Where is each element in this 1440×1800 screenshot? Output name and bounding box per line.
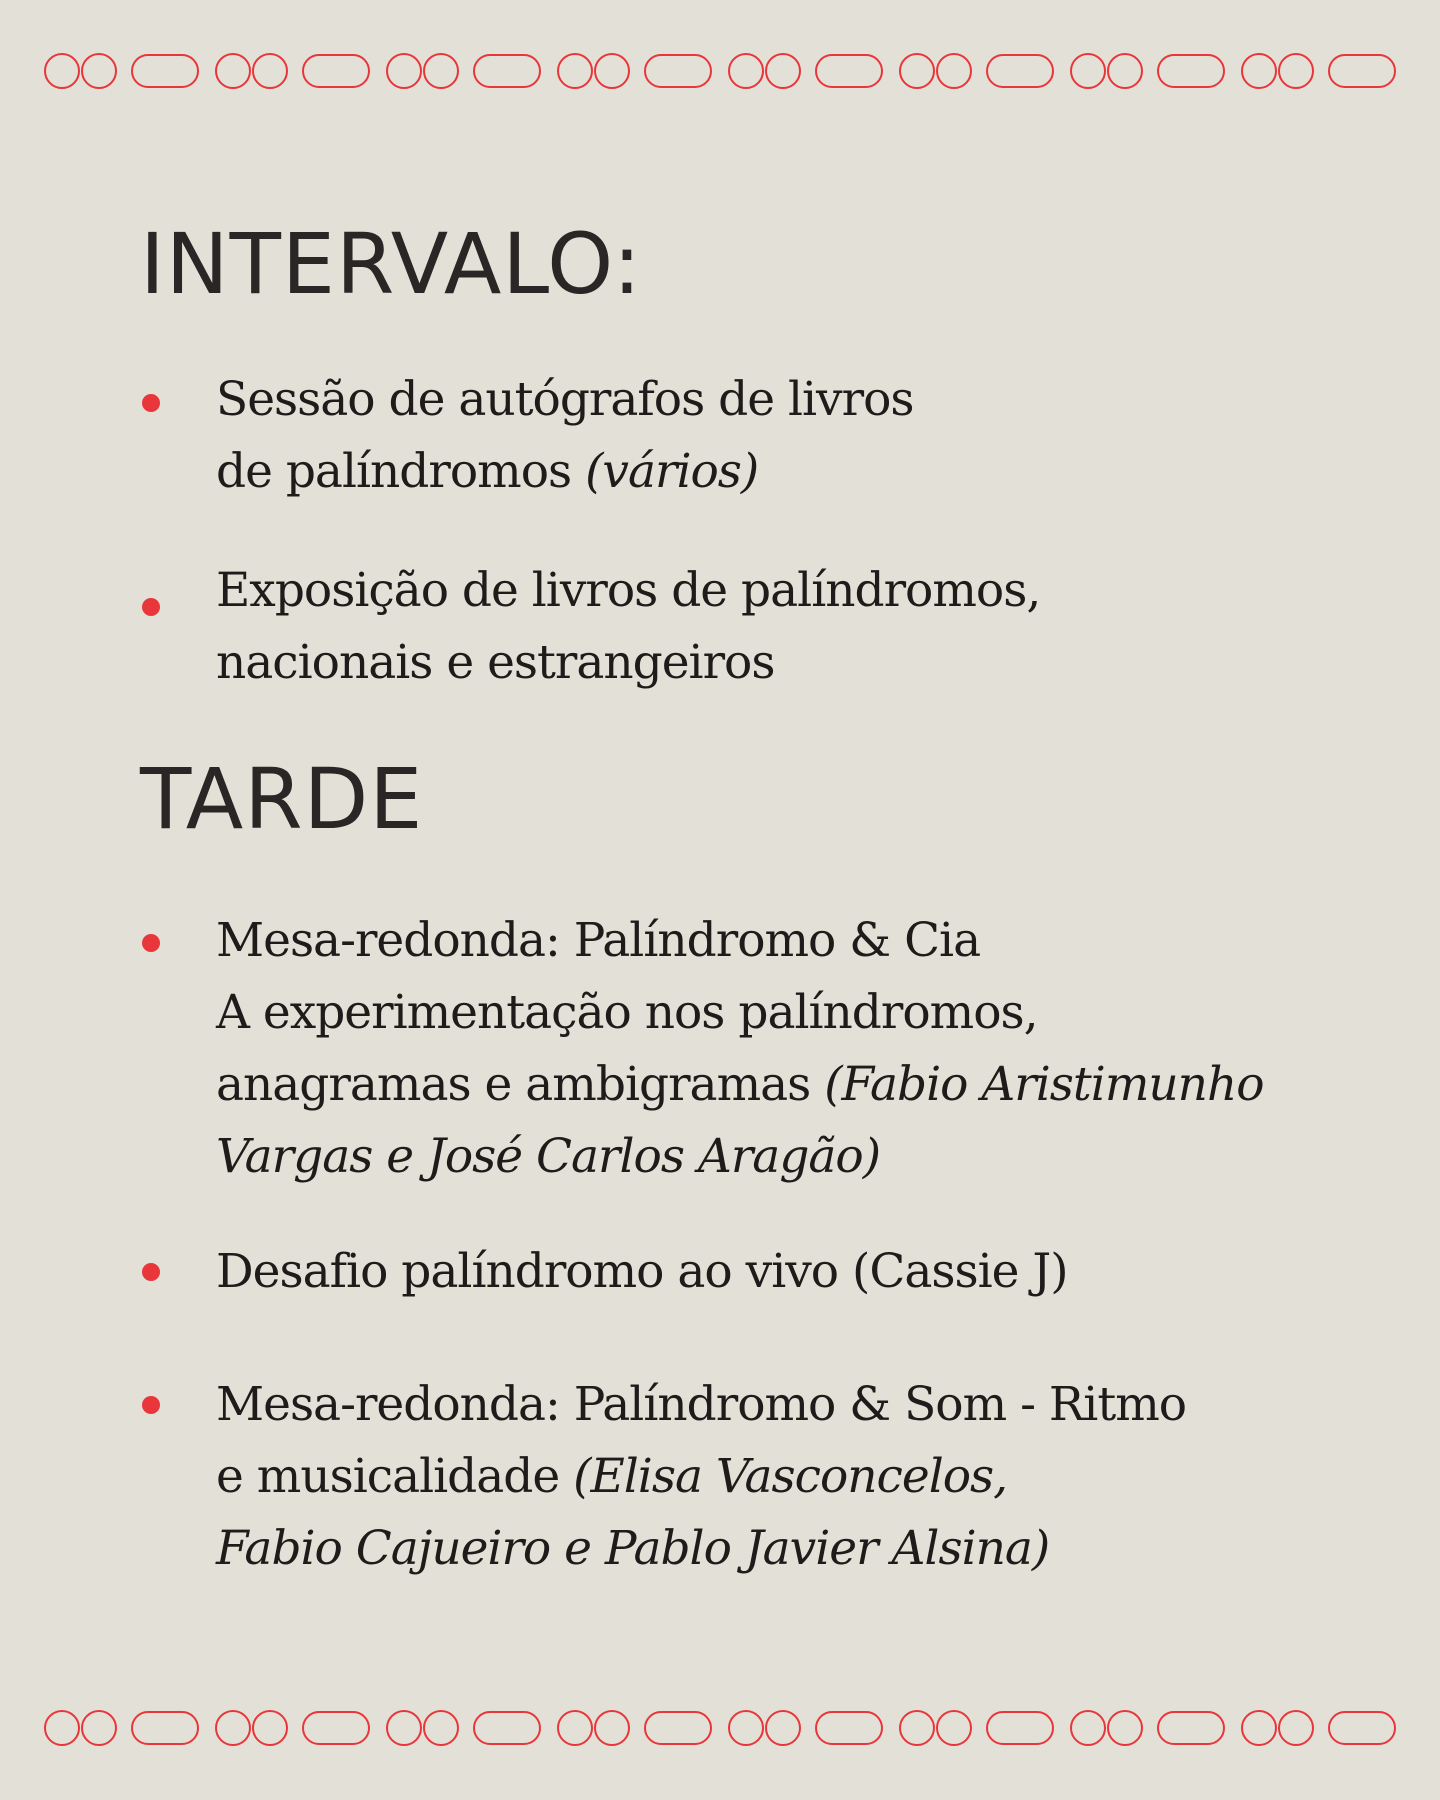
list-item-line: Mesa-redonda: Palíndromo & Som - Ritmo (216, 1377, 1187, 1432)
bottom-decorative-border (0, 1703, 1440, 1753)
bullet-dot-icon (142, 598, 160, 616)
list-item-line-main: de palíndromos (216, 444, 586, 499)
list-item-line: A experimentação nos palíndromos, (216, 985, 1038, 1040)
section-heading-intervalo: INTERVALO: (140, 215, 643, 313)
list-item-line (216, 1049, 1356, 1121)
list-item-text (216, 905, 1356, 1193)
list-item-credit: Vargas e José Carlos Aragão) (216, 1129, 881, 1184)
list-item-line: nacionais e estrangeiros (216, 635, 775, 690)
list-item-credit: (Elisa Vasconcelos, (573, 1449, 1008, 1504)
top-decorative-border (0, 46, 1440, 96)
bullet-dot-icon (142, 394, 160, 412)
list-item-text (216, 364, 1356, 508)
list-item-line-main: anagramas e ambigramas (216, 1057, 825, 1112)
list-item-credit: Fabio Cajueiro e Pablo Javier Alsina) (216, 1521, 1050, 1576)
list-item-line: Mesa-redonda: Palíndromo & Cia (216, 913, 981, 968)
list-item-line: Sessão de autógrafos de livros (216, 372, 914, 427)
list-item-line (216, 1441, 1356, 1513)
bullet-dot-icon (142, 1396, 160, 1414)
bullet-dot-icon (142, 1263, 160, 1281)
list-item-text (216, 555, 1356, 699)
list-item-credit: (vários) (585, 444, 759, 499)
list-item-text (216, 1236, 1356, 1308)
border-pattern-icon (0, 1703, 1440, 1753)
list-item-line-main: e musicalidade (216, 1449, 574, 1504)
list-item-credit: (Fabio Aristimunho (824, 1057, 1264, 1112)
bullet-dot-icon (142, 934, 160, 952)
section-heading-tarde: TARDE (140, 750, 424, 848)
border-pattern-icon (0, 46, 1440, 96)
list-item-line: Desafio palíndromo ao vivo (Cassie J) (216, 1244, 1068, 1299)
list-item-line: Exposição de livros de palíndromos, (216, 563, 1041, 618)
list-item-text (216, 1369, 1356, 1585)
list-item-line (216, 436, 1356, 508)
